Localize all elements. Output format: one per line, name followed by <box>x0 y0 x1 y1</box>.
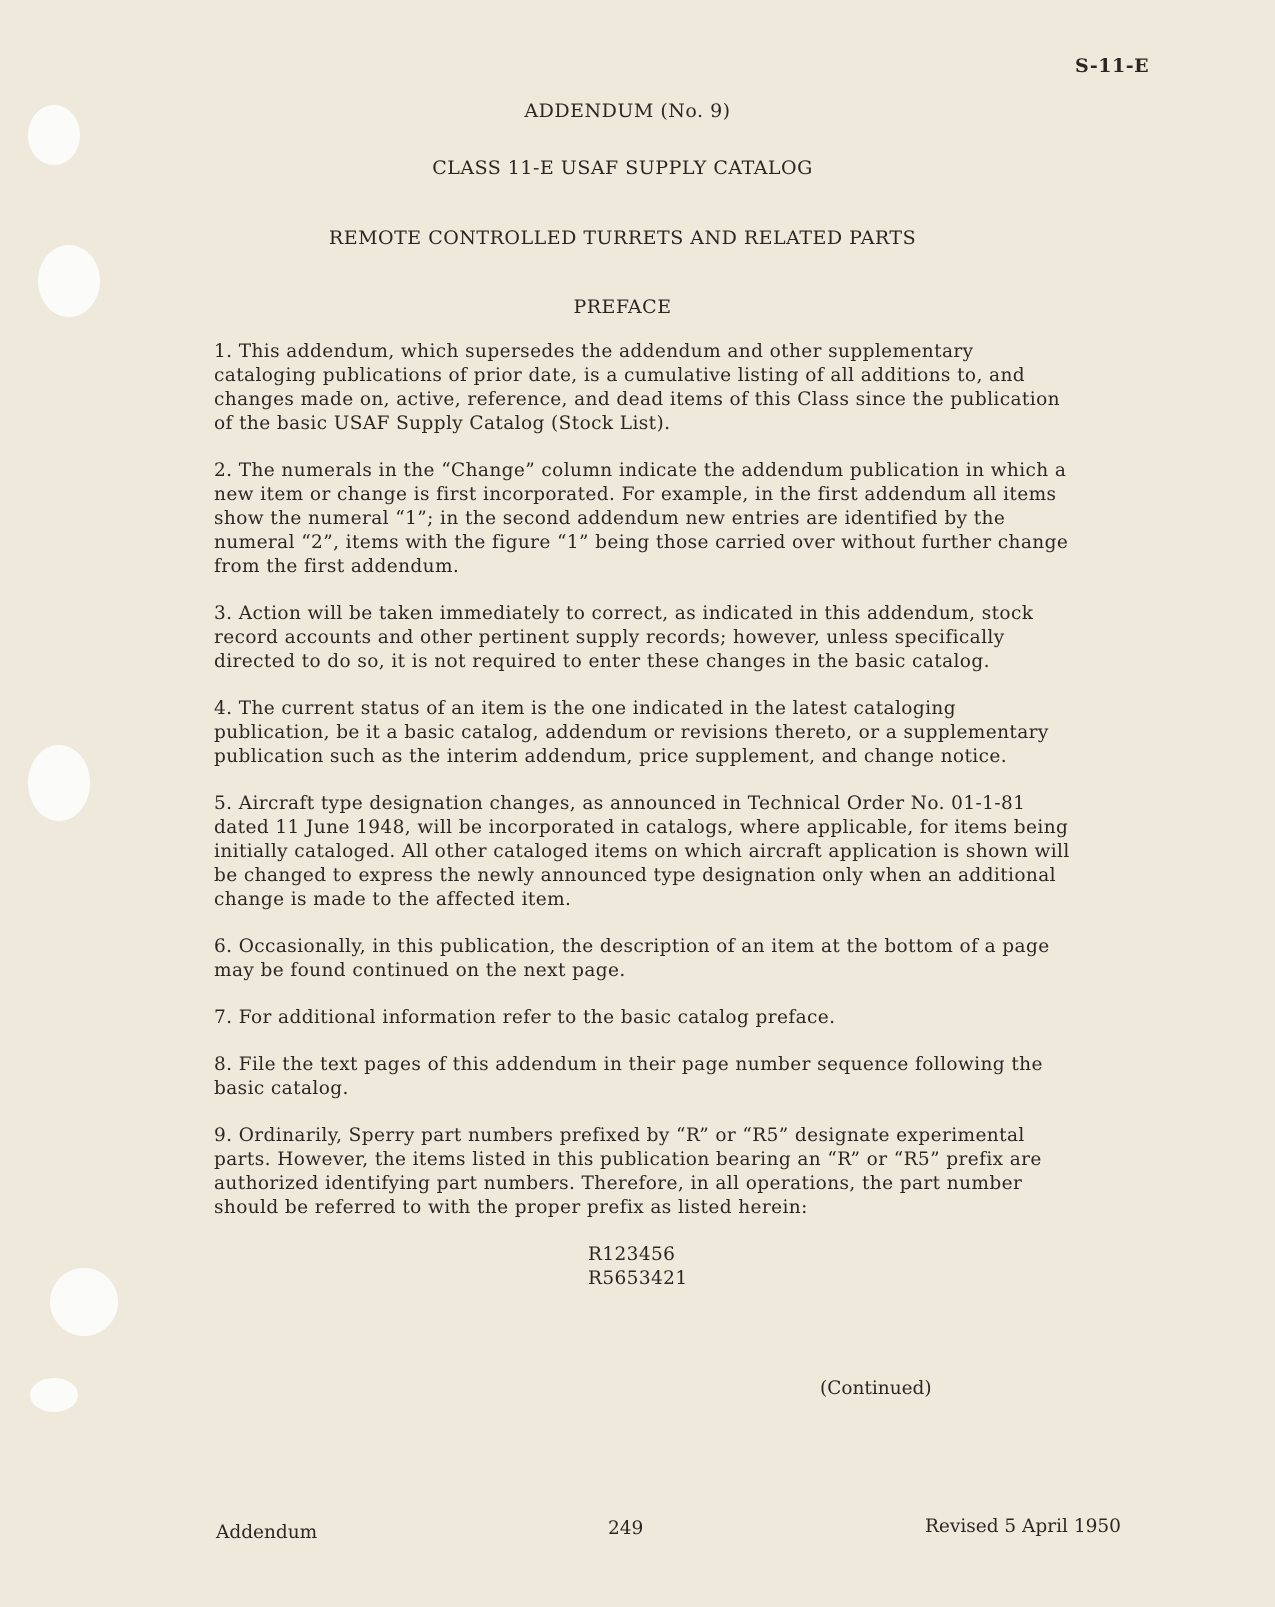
paragraph: 3. Action will be taken immediately to correct, as indicated in this addendum, stock record accounts and other pertinent supply records; however, unless specifically directed to do so, it is not required to enter these changes in the basic catalog. <box>214 603 1034 672</box>
footer-left: Addendum <box>216 1522 318 1543</box>
subject-title: REMOTE CONTROLLED TURRETS AND RELATED PARTS <box>328 227 917 249</box>
preface-body <box>214 340 1074 1291</box>
part-number: R123456 <box>588 1244 676 1265</box>
paragraph: 8. File the text pages of this addendum in their page number sequence following the basic catalog. <box>214 1054 1043 1099</box>
punch-hole <box>30 1378 78 1412</box>
catalog-title: CLASS 11-E USAF SUPPLY CATALOG <box>432 157 813 179</box>
page-number: 249 <box>608 1518 644 1539</box>
paragraph: 1. This addendum, which supersedes the addendum and other supplementary cataloging publications of prior date, is a cumulative listing of all additions to, and changes made on, active, reference, and dead items of this Class since the publication of the basic USAF Supply Catalog (Stock List). <box>214 341 1060 434</box>
punch-hole <box>28 745 90 821</box>
paragraph: 9. Ordinarily, Sperry part numbers prefixed by “R” or “R5” designate experimental parts. However, the items listed in this publication bearing an “R” or “R5” prefix are authorized identifying part numbers. Therefore, in all operations, the part number should be referred to with the proper prefix as listed herein: <box>214 1125 1042 1218</box>
revision-date: Revised 5 April 1950 <box>925 1516 1121 1537</box>
paragraph: 5. Aircraft type designation changes, as announced in Technical Order No. 01-1-81 dated 11 June 1948, will be incorporated in catalogs, where applicable, for items being initially cataloged. All other cataloged items on which aircraft application is shown will be changed to express the newly announced type designation only when an additional change is made to the affected item. <box>214 793 1070 910</box>
part-number: R5653421 <box>588 1268 688 1289</box>
paragraph: 7. For additional information refer to the basic catalog preface. <box>214 1007 836 1028</box>
document-code: S-11-E <box>1075 55 1150 77</box>
part-number-examples <box>588 1243 1074 1291</box>
paragraph: 6. Occasionally, in this publication, the description of an item at the bottom of a page may be found continued on the next page. <box>214 936 1050 981</box>
paragraph: 4. The current status of an item is the one indicated in the latest cataloging publication, be it a basic catalog, addendum or revisions thereto, or a supplementary publication such as the interim addendum, price supplement, and change notice. <box>214 698 1049 767</box>
punch-hole <box>50 1268 118 1336</box>
paragraph: 2. The numerals in the “Change” column indicate the addendum publication in which a new item or change is first incorporated. For example, in the first addendum all items show the numeral “1”; in the second addendum new entries are identified by the numeral “2”, items with the figure “1” being those carried over without further change from the first addendum. <box>214 460 1069 577</box>
section-title: PREFACE <box>573 296 672 318</box>
continued-note: (Continued) <box>820 1378 932 1399</box>
addendum-title: ADDENDUM (No. 9) <box>524 100 731 122</box>
